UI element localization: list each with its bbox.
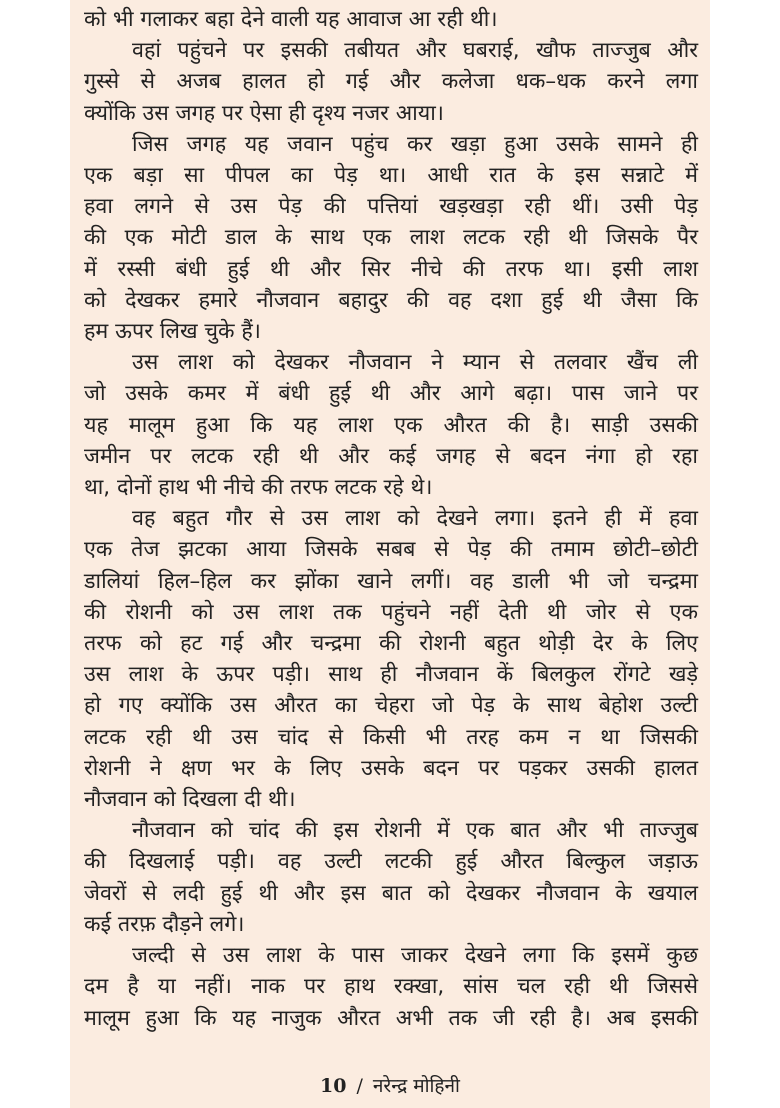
text-line: मालूम हुआ कि यह नाजुक औरत अभी तक जी रही है। अब इसकी (84, 1005, 698, 1031)
book-title: नरेन्द्र मोहिनी (372, 1075, 460, 1097)
text-line: उस लाश को देखकर नौजवान ने म्यान से तलवार खैंच ली (132, 350, 698, 376)
text-line: जल्दी से उस लाश के पास जाकर देखने लगा कि इसमें कुछ (132, 943, 698, 969)
text-line: उस लाश के ऊपर पड़ी। साथ ही नौजवान कें बिलकुल रोंगटे खड़े (84, 662, 698, 688)
text-line: की एक मोटी डाल के साथ एक लाश लटक रही थी जिसके पैर (84, 225, 698, 251)
text-line: की दिखलाई पड़ी। वह उल्टी लटकी हुई औरत बिल्कुल जड़ाऊ (84, 849, 698, 875)
text-line: वहां पहुंचने पर इसकी तबीयत और घबराई, खौफ ताज्जुब और (132, 38, 698, 64)
text-line: हवा लगने से उस पेड़ की पत्तियां खड़खड़ा रही थीं। उसी पेड़ (84, 194, 698, 220)
text-line: तरफ को हट गई और चन्द्रमा की रोशनी बहुत थोड़ी देर के लिए (84, 631, 698, 657)
text-line: वह बहुत गौर से उस लाश को देखने लगा। इतने ही में हवा (132, 506, 698, 532)
text-line: कई तरफ़ दौड़ने लगे। (84, 911, 245, 937)
text-line: जमीन पर लटक रही थी और कई जगह से बदन नंगा हो रहा (84, 443, 698, 469)
paragraph-2 (84, 35, 698, 129)
text-line: हो गए क्योंकि उस औरत का चेहरा जो पेड़ के साथ बेहोश उल्टी (84, 693, 698, 719)
text-line: नौजवान को चांद की इस रोशनी में एक बात और भी ताज्जुब (132, 818, 698, 844)
paragraph-3 (84, 129, 698, 347)
text-line: यह मालूम हुआ कि यह लाश एक औरत की है। साड़ी उसकी (84, 412, 698, 438)
text-line: एक बड़ा सा पीपल का पेड़ था। आधी रात के इस सन्नाटे में (84, 163, 698, 189)
paragraph-7 (84, 940, 698, 1034)
paragraph-6 (84, 815, 698, 940)
page-number: 10 (320, 1075, 347, 1097)
text-line: जो उसके कमर में बंधी हुई थी और आगे बढ़ा। पास जाने पर (84, 381, 698, 407)
text-line: को देखकर हमारे नौजवान बहादुर की वह दशा हुई थी जैसा कि (84, 287, 698, 313)
paragraph-5 (84, 503, 698, 815)
text-line: लटक रही थी उस चांद से किसी भी तरह कम न था जिसकी (84, 724, 698, 750)
paragraph-1 (84, 4, 698, 35)
text-line: हम ऊपर लिख चुके हैं। (84, 319, 261, 345)
text-line: में रस्सी बंधी हुई थी और सिर नीचे की तरफ था। इसी लाश (84, 256, 698, 282)
footer-separator: / (356, 1075, 363, 1097)
text-line: की रोशनी को उस लाश तक पहुंचने नहीं देती थी जोर से एक (84, 599, 698, 625)
book-page (70, 0, 710, 1108)
text-line: जिस जगह यह जवान पहुंच कर खड़ा हुआ उसके सामने ही (132, 131, 698, 157)
text-line: डालियां हिल–हिल कर झोंका खाने लगीं। वह डाली भी जो चन्द्रमा (84, 568, 698, 594)
text-line: दम है या नहीं। नाक पर हाथ रक्खा, सांस चल रही थी जिससे (84, 974, 698, 1000)
text-line: नौजवान को दिखला दी थी। (84, 787, 296, 813)
text-line: रोशनी ने क्षण भर के लिए उसके बदन पर पड़कर उसकी हालत (84, 755, 698, 781)
page-footer (70, 1072, 710, 1098)
text-line: गुस्से से अजब हालत हो गई और कलेजा धक–धक करने लगा (84, 69, 698, 95)
text-line: था, दोनों हाथ भी नीचे की तरफ लटक रहे थे। (84, 475, 433, 501)
text-line: एक तेज झटका आया जिसके सबब से पेड़ की तमाम छोटी–छोटी (84, 537, 698, 563)
paragraph-4 (84, 347, 698, 503)
text-line: क्योंकि उस जगह पर ऐसा ही दृश्य नजर आया। (84, 100, 444, 126)
text-line: को भी गलाकर बहा देने वाली यह आवाज आ रही थी। (84, 7, 498, 32)
page-body-text (84, 4, 698, 1034)
text-line: जेवरों से लदी हुई थी और इस बात को देखकर नौजवान के खयाल (84, 880, 698, 906)
